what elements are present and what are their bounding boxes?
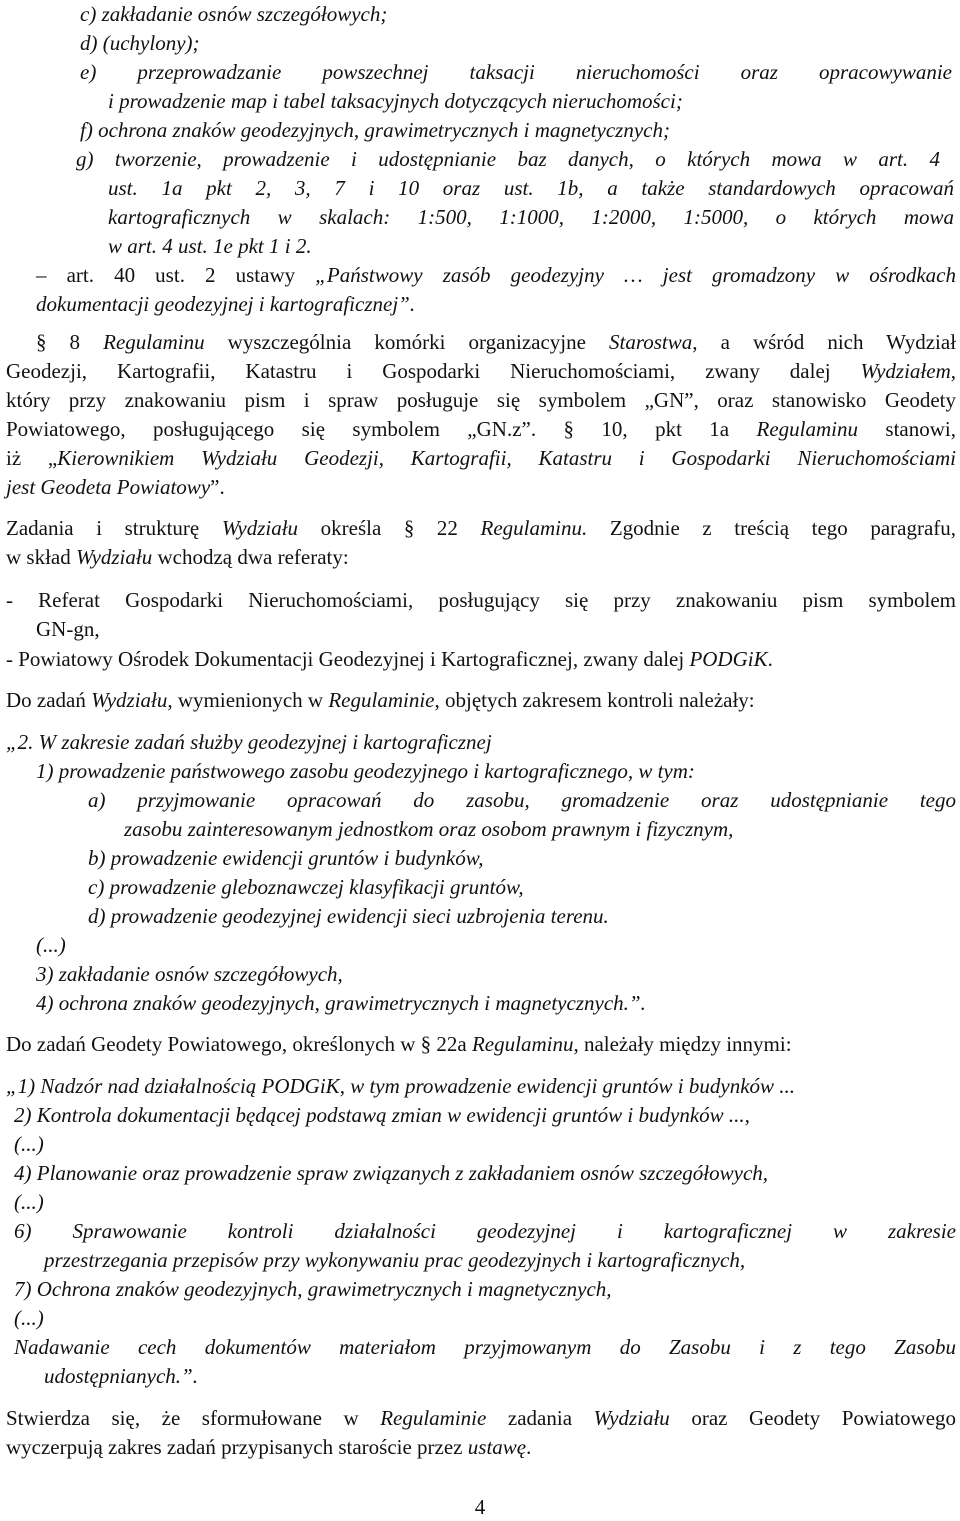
para1-text: Powiatowego, posługującego się symbolem „GN.z”. § 10, pkt 1a bbox=[6, 417, 730, 441]
quote2-item-4: 4) Planowanie oraz prowadzenie spraw związanych z zakładaniem osnów szczegółowych, bbox=[14, 1161, 769, 1185]
list-item-g-line2: ust. 1a pkt 2, 3, 7 i 10 oraz ust. 1b, a także standardowych opracowań bbox=[108, 176, 954, 200]
wydzial-ref: Wydziałem bbox=[860, 359, 951, 383]
para3-text: , wymienionych w bbox=[167, 688, 324, 712]
quote1-item-c: c) prowadzenie gleboznawczej klasyfikacji gruntów, bbox=[88, 875, 524, 899]
quote2-last-line2: udostępnianych.”. bbox=[44, 1364, 198, 1388]
quote-text: Kierownikiem Wydziału Geodezji, Kartografii, Katastru i Gospodarki Nieruchomościami bbox=[57, 446, 956, 470]
section-ref: § 8 bbox=[36, 330, 81, 354]
podgik-ref: PODGiK bbox=[689, 647, 768, 671]
wydzial-ref: Wydziału bbox=[91, 688, 168, 712]
regulamin-ref: Regulaminie bbox=[328, 688, 435, 712]
list-item-g-line1: g) tworzenie, prowadzenie i udostępnianie baz danych, o których mowa w art. 4 bbox=[76, 147, 940, 171]
quote2-ellipsis-2: (...) bbox=[14, 1190, 44, 1214]
referat-1-line1: - Referat Gospodarki Nieruchomościami, posługujący się przy znakowaniu pism symbolem bbox=[6, 588, 956, 612]
para1-line6 bbox=[6, 473, 956, 502]
wydzial-ref: Wydziału bbox=[76, 545, 153, 569]
wydzial-ref: Wydziału bbox=[593, 1406, 670, 1430]
referat-text: - Powiatowy Ośrodek Dokumentacji Geodezyjnej i Kartograficznej, zwany dalej bbox=[6, 647, 685, 671]
punct: . bbox=[526, 1435, 532, 1459]
quote1-item-d: d) prowadzenie geodezyjnej ewidencji sieci uzbrojenia terenu. bbox=[88, 904, 609, 928]
para4 bbox=[6, 1030, 956, 1059]
para3 bbox=[6, 686, 956, 715]
para2-text: w skład bbox=[6, 545, 71, 569]
quote2-last-line1: Nadawanie cech dokumentów materiałom przyjmowanym do Zasobu i z tego Zasobu bbox=[14, 1335, 956, 1359]
regulamin-ref: Regulaminu bbox=[471, 1032, 574, 1056]
quote1-item-a-line1: a) przyjmowanie opracowań do zasobu, gromadzenie oraz udostępnianie tego bbox=[88, 788, 956, 812]
para2-text: Zgodnie z treścią tego paragrafu, bbox=[609, 516, 957, 540]
para2-text: określa § 22 bbox=[320, 516, 458, 540]
art40-prefix: – art. 40 ust. 2 ustawy bbox=[36, 263, 296, 287]
regulamin-ref: Regulaminu bbox=[103, 330, 205, 354]
para5-text: Stwierdza się, że sformułowane w bbox=[6, 1406, 359, 1430]
para1-text-end: stanowi, bbox=[885, 417, 956, 441]
para2-text: wchodzą dwa referaty: bbox=[157, 545, 349, 569]
para1-text-end: , a wśród nich Wydział bbox=[692, 330, 957, 354]
punct: . bbox=[767, 647, 773, 671]
art40-line1 bbox=[36, 261, 956, 290]
para1-line3: który przy znakowaniu pism i spraw posługuje się symbolem „GN”, oraz stanowisko Geodety bbox=[6, 388, 956, 412]
quote2-item-2: 2) Kontrola dokumentacji będącej podstawą zmian w ewidencji gruntów i budynków ..., bbox=[14, 1103, 750, 1127]
quote2-ellipsis-1: (...) bbox=[14, 1132, 44, 1156]
referat-2 bbox=[6, 645, 956, 674]
quote1-item-b: b) prowadzenie ewidencji gruntów i budynków, bbox=[88, 846, 484, 870]
regulamin-ref: Regulaminu. bbox=[480, 516, 588, 540]
list-item-g-line3: kartograficznych w skalach: 1:500, 1:1000, 1:2000, 1:5000, o których mowa bbox=[108, 205, 954, 229]
list-item-d: d) (uchylony); bbox=[80, 31, 200, 55]
para1-line2 bbox=[6, 357, 956, 386]
para4-text: , należały między innymi: bbox=[573, 1032, 792, 1056]
art40-line2: dokumentacji geodezyjnej i kartograficznej”. bbox=[36, 292, 416, 316]
list-item-g-line4: w art. 4 ust. 1e pkt 1 i 2. bbox=[108, 234, 312, 258]
quote2-ellipsis-3: (...) bbox=[14, 1306, 44, 1330]
punct: , bbox=[950, 359, 956, 383]
list-item-e-line2: i prowadzenie map i tabel taksacyjnych dotyczących nieruchomości; bbox=[108, 89, 683, 113]
quote2-item-6-line1: 6) Sprawowanie kontroli działalności geodezyjnej i kartograficznej w zakresie bbox=[14, 1219, 956, 1243]
quote-text: jest Geodeta Powiatowy bbox=[6, 475, 211, 499]
para5-text: zadania bbox=[507, 1406, 573, 1430]
quote2-item-6-line2: przestrzegania przepisów przy wykonywaniu prac geodezyjnych i kartograficznych, bbox=[44, 1248, 746, 1272]
para1-line4 bbox=[6, 415, 956, 444]
quote1-point-1: 1) prowadzenie państwowego zasobu geodezyjnego i kartograficznego, w tym: bbox=[36, 759, 695, 783]
regulamin-ref: Regulaminu bbox=[756, 417, 859, 441]
quote2-item-1: „1) Nadzór nad działalnością PODGiK, w tym prowadzenie ewidencji gruntów i budynków ... bbox=[6, 1074, 796, 1098]
para5-line1 bbox=[6, 1404, 956, 1433]
quote-open: iż „ bbox=[6, 446, 58, 470]
quote-close: ”. bbox=[210, 475, 225, 499]
para5-text: wyczerpują zakres zadań przypisanych staroście przez bbox=[6, 1435, 463, 1459]
list-item-f: f) ochrona znaków geodezyjnych, grawimetrycznych i magnetycznych; bbox=[80, 118, 670, 142]
ustawa-ref: ustawę bbox=[467, 1435, 527, 1459]
quote1-point-3: 3) zakładanie osnów szczegółowych, bbox=[36, 962, 343, 986]
para1-text: wyszczególnia komórki organizacyjne bbox=[227, 330, 586, 354]
quote1-title: „2. W zakresie zadań służby geodezyjnej i kartograficznej bbox=[6, 730, 492, 754]
wydzial-ref: Wydziału bbox=[221, 516, 299, 540]
quote1-item-a-line2: zasobu zainteresowanym jednostkom oraz osobom prawnym i fizycznym, bbox=[124, 817, 734, 841]
list-item-c: c) zakładanie osnów szczegółowych; bbox=[80, 2, 388, 26]
para1-text: Geodezji, Kartografii, Katastru i Gospodarki Nieruchomościami, zwany dalej bbox=[6, 359, 831, 383]
page-number: 4 bbox=[474, 1495, 486, 1519]
para3-text: Do zadań bbox=[6, 688, 86, 712]
referat-1-line2: GN-gn, bbox=[36, 617, 100, 641]
para2-text: Zadania i strukturę bbox=[6, 516, 200, 540]
para2-line1 bbox=[6, 514, 956, 543]
quote2-item-7: 7) Ochrona znaków geodezyjnych, grawimetrycznych i magnetycznych, bbox=[14, 1277, 612, 1301]
para5-line2 bbox=[6, 1433, 956, 1462]
starostwa-ref: Starostwa bbox=[609, 330, 693, 354]
regulamin-ref: Regulaminie bbox=[380, 1406, 487, 1430]
para2-line2 bbox=[6, 543, 956, 572]
para1-line1 bbox=[36, 328, 956, 357]
para3-text: , objętych zakresem kontroli należały: bbox=[434, 688, 755, 712]
quote1-point-4: 4) ochrona znaków geodezyjnych, grawimetrycznych i magnetycznych.”. bbox=[36, 991, 646, 1015]
art40-quote: „Państwowy zasób geodezyjny … jest gromadzony w ośrodkach bbox=[315, 263, 957, 287]
para4-text: Do zadań Geodety Powiatowego, określonych w § 22a bbox=[6, 1032, 467, 1056]
quote1-ellipsis: (...) bbox=[36, 933, 66, 957]
para5-text: oraz Geodety Powiatowego bbox=[691, 1406, 957, 1430]
para1-line5 bbox=[6, 444, 956, 473]
list-item-e-line1: e) przeprowadzanie powszechnej taksacji nieruchomości oraz opracowywanie bbox=[80, 60, 952, 84]
